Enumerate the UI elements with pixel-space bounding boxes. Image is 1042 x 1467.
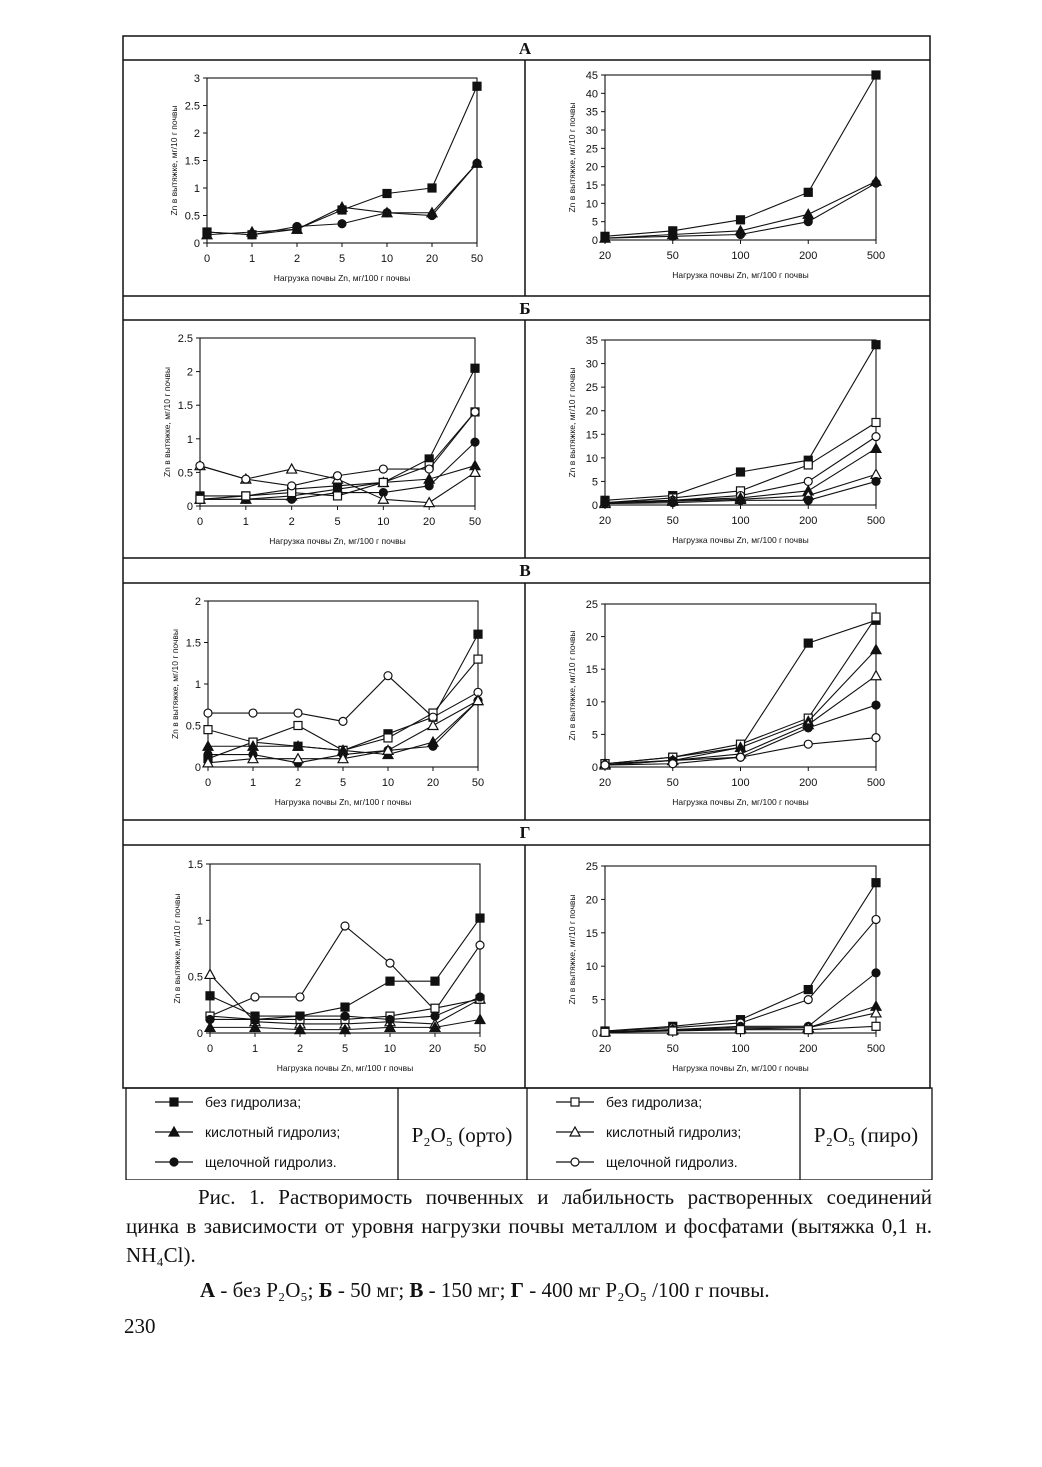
data-point	[872, 419, 880, 427]
data-point	[379, 478, 387, 486]
x-axis-label: Нагрузка почвы Zn, мг/100 г почвы	[672, 797, 809, 807]
data-point	[737, 1026, 745, 1034]
x-axis-label: Нагрузка почвы Zn, мг/100 г почвы	[672, 1063, 809, 1073]
legend-label: щелочной гидролиз.	[606, 1154, 738, 1170]
data-point	[383, 209, 391, 217]
data-point	[473, 82, 481, 90]
series-1	[203, 82, 481, 239]
chart-Г-right	[567, 861, 885, 1073]
chart-Г-left	[172, 859, 486, 1073]
data-point	[871, 443, 881, 452]
y-tick-label: 0.5	[187, 971, 203, 984]
data-point	[872, 701, 880, 709]
data-point	[601, 234, 609, 242]
series-line	[208, 676, 478, 722]
data-point	[287, 464, 297, 473]
data-point	[294, 709, 302, 717]
y-tick-label: 0	[186, 501, 193, 513]
series-6	[203, 696, 483, 767]
data-point	[804, 986, 812, 994]
y-axis-label: Zn в вытяжке, мг/10 г почвы	[169, 105, 179, 216]
x-tick-label: 2	[296, 1043, 304, 1055]
legend	[126, 1088, 932, 1180]
y-tick-label: 30	[585, 125, 598, 137]
data-point	[196, 462, 204, 470]
data-point	[294, 722, 302, 730]
data-point	[804, 740, 812, 748]
x-tick-label: 100	[731, 515, 750, 527]
y-axis-label: Zn в вытяжке, мг/10 г почвы	[567, 894, 577, 1005]
data-point	[196, 495, 204, 503]
series-3	[204, 672, 482, 726]
y-tick-label: 0	[591, 500, 598, 512]
x-tick-label: 10	[383, 1043, 397, 1055]
chart-A-left	[169, 73, 483, 283]
data-point	[872, 433, 880, 441]
plot-area	[605, 340, 876, 505]
data-point	[804, 639, 812, 647]
x-tick-label: 50	[470, 253, 484, 265]
x-tick-label: 50	[471, 777, 485, 789]
data-point	[737, 231, 745, 239]
x-axis-label: Нагрузка почвы Zn, мг/100 г почвы	[274, 797, 412, 807]
data-point	[386, 959, 394, 967]
x-tick-label: 500	[866, 777, 886, 789]
y-tick-label: 45	[585, 70, 598, 82]
x-tick-label: 50	[666, 1043, 679, 1055]
x-tick-label: 20	[425, 253, 439, 265]
x-tick-label: 0	[203, 253, 211, 265]
caption-label-b: Б	[318, 1278, 333, 1302]
data-point	[248, 231, 256, 239]
y-axis-label: Zn в вытяжке, мг/10 г почвы	[162, 366, 172, 478]
x-axis-label: Нагрузка почвы Zn, мг/100 г почвы	[276, 1063, 414, 1073]
data-point	[669, 232, 677, 240]
x-tick-label: 0	[204, 777, 212, 789]
y-tick-label: 10	[585, 452, 598, 465]
data-point	[204, 726, 212, 734]
y-tick-label: 0	[196, 1028, 203, 1040]
page-number: 230	[124, 1314, 156, 1338]
y-tick-label: 20	[585, 405, 598, 418]
y-tick-label: 1.5	[185, 637, 201, 650]
data-point	[872, 613, 880, 621]
x-tick-label: 50	[666, 777, 679, 789]
chart-A-right	[567, 70, 885, 280]
x-tick-label: 10	[381, 777, 395, 789]
data-point	[871, 671, 881, 680]
x-tick-label: 20	[598, 515, 612, 527]
caption-text-a: - без P₂O₅;	[215, 1278, 319, 1302]
data-point	[669, 760, 677, 768]
x-tick-label: 500	[866, 250, 886, 262]
caption-label-c: В	[409, 1278, 424, 1302]
y-tick-label: 1.5	[187, 859, 203, 871]
y-tick-label: 25	[585, 861, 598, 873]
series-line	[208, 659, 478, 750]
y-tick-label: 1	[196, 915, 203, 928]
figure-caption: Рис. 1. Растворимость почвенных и лабильность растворенных соединений цинка в зависимости от уровня нагрузки почвы металлом и фосфатами (вытяжка 0,1 н. NH₄Cl).	[126, 1185, 932, 1267]
legend-left-item-3	[155, 1154, 337, 1170]
data-point	[383, 190, 391, 198]
x-tick-label: 1	[242, 516, 249, 528]
y-tick-label: 0	[591, 1028, 598, 1040]
legend-right-item-2	[556, 1124, 741, 1140]
data-point	[431, 1004, 439, 1012]
legend-right-item-3	[556, 1154, 738, 1170]
y-tick-label: 0.5	[185, 720, 201, 733]
data-point	[474, 630, 482, 638]
x-tick-label: 20	[598, 250, 612, 262]
y-tick-label: 20	[585, 631, 598, 644]
x-tick-label: 20	[428, 1043, 442, 1055]
y-tick-label: 15	[585, 180, 598, 192]
data-point	[296, 1012, 304, 1020]
data-point	[296, 993, 304, 1001]
plot-area	[605, 866, 876, 1033]
data-point	[474, 655, 482, 663]
data-point	[803, 209, 813, 218]
data-point	[872, 179, 880, 187]
legend-label: щелочной гидролиз.	[205, 1154, 337, 1170]
data-point	[475, 1014, 485, 1023]
panel-label-4: Г	[519, 823, 531, 842]
data-point	[431, 977, 439, 985]
y-tick-label: 5	[591, 729, 598, 742]
y-tick-label: 25	[585, 143, 598, 156]
y-tick-label: 20	[585, 161, 598, 174]
data-point	[872, 71, 880, 79]
data-point	[334, 472, 342, 480]
y-tick-label: 5	[591, 476, 598, 489]
data-point	[341, 1003, 349, 1011]
y-tick-label: 0	[194, 762, 201, 774]
y-tick-label: 30	[585, 358, 598, 371]
data-point	[804, 461, 812, 469]
data-point	[872, 341, 880, 349]
series-line	[605, 345, 876, 501]
data-point	[429, 742, 437, 750]
x-axis-label: Нагрузка почвы Zn, мг/100 г почвы	[672, 270, 809, 280]
x-tick-label: 100	[731, 777, 750, 789]
x-tick-label: 1	[251, 1043, 259, 1055]
series-1	[204, 630, 482, 763]
x-tick-label: 200	[799, 515, 818, 527]
data-point	[242, 475, 250, 483]
data-point	[872, 915, 880, 923]
x-tick-label: 200	[799, 250, 818, 262]
data-point	[669, 1027, 677, 1035]
data-point	[203, 228, 211, 236]
data-point	[476, 993, 484, 1001]
data-point	[378, 494, 388, 503]
y-tick-label: 0.5	[177, 467, 193, 480]
x-axis-label: Нагрузка почвы Zn, мг/100 г почвы	[273, 273, 411, 283]
x-axis-label: Нагрузка почвы Zn, мг/100 г почвы	[672, 535, 809, 545]
data-point	[431, 1012, 439, 1020]
x-tick-label: 500	[866, 1043, 886, 1055]
x-tick-label: 5	[334, 516, 341, 528]
y-tick-label: 10	[585, 198, 598, 211]
data-point	[872, 477, 880, 485]
y-tick-label: 2	[186, 366, 193, 379]
legend-left-item-1	[155, 1094, 301, 1110]
legend-marker	[571, 1158, 579, 1166]
legend-label: кислотный гидролиз;	[606, 1124, 742, 1140]
data-point	[669, 499, 677, 507]
data-point	[737, 216, 745, 224]
y-tick-label: 1.5	[177, 400, 193, 413]
data-point	[471, 364, 479, 372]
chart-Б-right	[567, 335, 885, 545]
series-1	[601, 71, 880, 240]
data-point	[293, 223, 301, 231]
x-tick-label: 5	[339, 777, 347, 789]
series-1	[601, 341, 880, 505]
data-point	[288, 482, 296, 490]
x-tick-label: 20	[598, 777, 612, 789]
y-tick-label: 25	[585, 382, 598, 395]
y-tick-label: 20	[585, 894, 598, 907]
data-point	[338, 220, 346, 228]
legend-group-ortho: P₂O₅ (орто)	[411, 1123, 513, 1147]
x-tick-label: 50	[666, 515, 679, 527]
legend-marker	[170, 1098, 178, 1106]
legend-group-pyro: P₂O₅ (пиро)	[813, 1123, 919, 1147]
legend-label: кислотный гидролиз;	[205, 1124, 341, 1140]
y-tick-label: 10	[585, 961, 598, 974]
data-point	[386, 977, 394, 985]
data-point	[871, 645, 881, 654]
x-tick-label: 20	[598, 1043, 612, 1055]
data-point	[804, 996, 812, 1004]
data-point	[872, 734, 880, 742]
series-4	[203, 696, 483, 759]
y-tick-label: 2	[193, 128, 200, 140]
series-line	[605, 75, 876, 236]
data-point	[425, 482, 433, 490]
chart-Б-left	[162, 333, 481, 546]
x-tick-label: 2	[288, 516, 295, 528]
data-point	[379, 465, 387, 473]
x-tick-label: 200	[799, 1043, 818, 1055]
caption-text-b: - 50 мг;	[332, 1278, 410, 1302]
x-tick-label: 100	[731, 1043, 750, 1055]
data-point	[737, 468, 745, 476]
caption-label-a: А	[200, 1278, 216, 1302]
x-tick-label: 50	[468, 516, 482, 528]
y-tick-label: 0	[591, 762, 598, 774]
data-point	[804, 477, 812, 485]
x-tick-label: 500	[866, 515, 886, 527]
data-point	[249, 709, 257, 717]
data-point	[428, 212, 436, 220]
legend-right-item-1	[556, 1094, 702, 1110]
y-tick-label: 5	[591, 216, 598, 229]
panel-label-1: А	[518, 39, 532, 58]
figure-caption-legend	[200, 1276, 940, 1305]
x-tick-label: 2	[294, 777, 302, 789]
chart-В-left	[170, 596, 484, 807]
y-tick-label: 15	[585, 927, 598, 940]
y-tick-label: 2	[194, 596, 201, 608]
data-point	[425, 465, 433, 473]
caption-text-c: - 150 мг;	[423, 1278, 511, 1302]
x-tick-label: 1	[248, 253, 256, 265]
data-point	[476, 914, 484, 922]
data-point	[804, 1026, 812, 1034]
series-line	[605, 919, 876, 1031]
series-line	[210, 918, 480, 1016]
series-1	[601, 879, 880, 1035]
x-tick-label: 20	[423, 516, 436, 528]
caption-text-d: - 400 мг P₂O₅ /100 г почвы.	[524, 1278, 770, 1302]
data-point	[804, 188, 812, 196]
data-point	[428, 721, 438, 730]
x-axis-label: Нагрузка почвы Zn, мг/100 г почвы	[269, 536, 406, 546]
data-point	[204, 709, 212, 717]
data-point	[737, 496, 745, 504]
data-point	[804, 724, 812, 732]
y-tick-label: 35	[585, 106, 598, 119]
data-point	[872, 1022, 880, 1030]
data-point	[601, 1028, 609, 1036]
y-axis-label: Zn в вытяжке, мг/10 г почвы	[172, 893, 182, 1004]
panel-label-2: Б	[519, 299, 531, 318]
x-tick-label: 200	[799, 777, 818, 789]
x-tick-label: 5	[341, 1043, 349, 1055]
y-tick-label: 1	[186, 433, 193, 446]
data-point	[251, 993, 259, 1001]
y-tick-label: 0	[591, 235, 598, 247]
data-point	[872, 879, 880, 887]
y-tick-label: 25	[585, 599, 598, 611]
y-tick-label: 1	[194, 679, 201, 691]
data-point	[473, 159, 481, 167]
y-tick-label: 40	[585, 88, 598, 101]
data-point	[872, 969, 880, 977]
x-tick-label: 10	[380, 253, 394, 265]
y-tick-label: 3	[193, 73, 200, 85]
y-tick-label: 10	[585, 696, 598, 709]
data-point	[428, 184, 436, 192]
y-tick-label: 0.5	[184, 210, 200, 223]
x-tick-label: 0	[196, 516, 204, 528]
data-point	[476, 941, 484, 949]
y-tick-label: 2.5	[184, 100, 200, 113]
data-point	[206, 992, 214, 1000]
data-point	[341, 1012, 349, 1020]
y-tick-label: 1.5	[184, 155, 200, 168]
y-axis-label: Zn в вытяжке, мг/10 г почвы	[567, 630, 577, 741]
x-tick-label: 100	[731, 250, 750, 262]
x-tick-label: 1	[249, 777, 257, 789]
y-tick-label: 35	[585, 335, 598, 347]
data-point	[339, 717, 347, 725]
legend-marker	[170, 1158, 178, 1166]
y-axis-label: Zn в вытяжке, мг/10 г почвы	[567, 102, 577, 213]
series-line	[605, 883, 876, 1031]
data-point	[242, 492, 250, 500]
data-point	[804, 218, 812, 226]
x-tick-label: 50	[666, 250, 679, 262]
y-tick-label: 5	[591, 994, 598, 1007]
data-point	[341, 922, 349, 930]
y-axis-label: Zn в вытяжке, мг/10 г почвы	[170, 628, 180, 740]
legend-marker	[571, 1098, 579, 1106]
x-tick-label: 0	[206, 1043, 214, 1055]
caption-label-d: Г	[510, 1278, 525, 1302]
x-tick-label: 10	[377, 516, 390, 528]
x-tick-label: 20	[426, 777, 440, 789]
data-point	[737, 753, 745, 761]
data-point	[601, 761, 609, 769]
data-point	[804, 496, 812, 504]
y-tick-label: 15	[585, 429, 598, 442]
x-tick-label: 50	[473, 1043, 487, 1055]
legend-left-item-2	[155, 1124, 340, 1140]
y-axis-label: Zn в вытяжке, мг/10 г почвы	[567, 367, 577, 478]
x-tick-label: 2	[293, 253, 301, 265]
legend-label: без гидролиза;	[606, 1094, 703, 1110]
data-point	[384, 672, 392, 680]
data-point	[205, 969, 215, 978]
data-point	[334, 492, 342, 500]
y-tick-label: 0	[193, 238, 200, 250]
y-tick-label: 2.5	[177, 333, 193, 345]
y-tick-label: 15	[585, 664, 598, 677]
panel-label-3: В	[519, 561, 531, 580]
plot-area	[207, 78, 477, 243]
data-point	[601, 500, 609, 508]
x-tick-label: 5	[338, 253, 346, 265]
series-6	[196, 408, 479, 490]
data-point	[384, 734, 392, 742]
legend-label: без гидролиза;	[205, 1094, 302, 1110]
data-point	[471, 408, 479, 416]
chart-В-right	[567, 599, 885, 807]
data-point	[471, 438, 479, 446]
y-tick-label: 1	[193, 183, 200, 195]
